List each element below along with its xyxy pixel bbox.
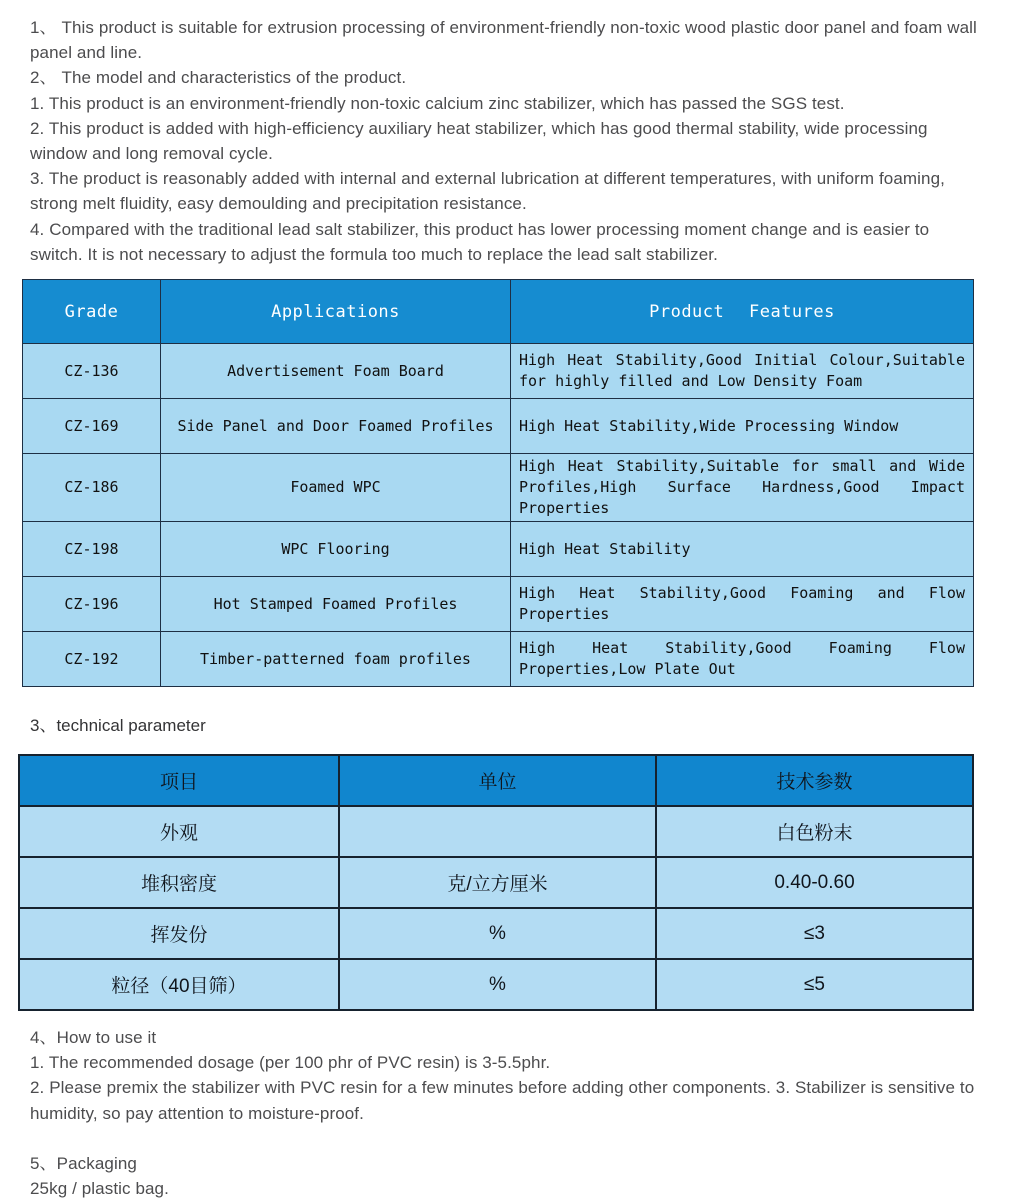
item-cell: 粒径（40目筛） bbox=[19, 959, 339, 1010]
intro-paragraph-1: 1、 This product is suitable for extrusion processing of environment-friendly non-toxic wood plastic door panel and foam wall panel and line. bbox=[30, 18, 977, 63]
technical-parameter-table bbox=[18, 754, 974, 1011]
packaging-line: 25kg / plastic bag. bbox=[30, 1179, 169, 1199]
table-row bbox=[19, 806, 973, 857]
how-to-use-line-1: 1. The recommended dosage (per 100 phr of PVC resin) is 3-5.5phr. bbox=[30, 1053, 551, 1073]
item-cell: 外观 bbox=[19, 806, 339, 857]
header-item: 项目 bbox=[19, 755, 339, 806]
how-to-use-heading: 4、How to use it bbox=[30, 1028, 157, 1048]
intro-section bbox=[30, 15, 983, 267]
header-product-features: Product Features bbox=[511, 280, 974, 344]
item-cell: 堆积密度 bbox=[19, 857, 339, 908]
document-page bbox=[0, 15, 1011, 1199]
features-cell: High Heat Stability,Suitable for small and Wide Profiles,High Surface Hardness,Good Impact Properties bbox=[511, 454, 974, 522]
intro-paragraph-6: 4. Compared with the traditional lead salt stabilizer, this product has lower processing moment change and is easier to switch. It is not necessary to adjust the formula too much to replace the lead salt stabilizer. bbox=[30, 219, 930, 264]
packaging-section bbox=[30, 1151, 983, 1201]
value-cell: ≤5 bbox=[656, 959, 973, 1010]
header-applications: Applications bbox=[161, 280, 511, 344]
table-row bbox=[23, 399, 974, 454]
application-cell: Side Panel and Door Foamed Profiles bbox=[161, 399, 511, 454]
grade-cell: CZ-192 bbox=[23, 632, 161, 687]
application-cell: Foamed WPC bbox=[161, 454, 511, 522]
table-header-row bbox=[23, 280, 974, 344]
application-cell: Advertisement Foam Board bbox=[161, 344, 511, 399]
value-cell: ≤3 bbox=[656, 908, 973, 959]
intro-paragraph-3: 1. This product is an environment-friendly non-toxic calcium zinc stabilizer, which has passed the SGS test. bbox=[30, 93, 845, 113]
application-cell: WPC Flooring bbox=[161, 522, 511, 577]
intro-paragraph-2: 2、 The model and characteristics of the product. bbox=[30, 68, 407, 88]
header-parameter: 技术参数 bbox=[656, 755, 973, 806]
table-row bbox=[23, 522, 974, 577]
how-to-use-line-2: 2. Please premix the stabilizer with PVC resin for a few minutes before adding other components. 3. Stabilizer is sensitive to humidity, so pay attention to moisture-proof. bbox=[30, 1078, 975, 1123]
unit-cell: 克/立方厘米 bbox=[339, 857, 656, 908]
header-grade: Grade bbox=[23, 280, 161, 344]
grade-cell: CZ-136 bbox=[23, 344, 161, 399]
table-row bbox=[19, 908, 973, 959]
table-row bbox=[23, 454, 974, 522]
header-unit: 单位 bbox=[339, 755, 656, 806]
features-cell: High Heat Stability,Good Initial Colour,Suitable for highly filled and Low Density Foam bbox=[511, 344, 974, 399]
table-row bbox=[23, 632, 974, 687]
packaging-heading: 5、Packaging bbox=[30, 1153, 137, 1173]
table-row bbox=[19, 857, 973, 908]
table-row bbox=[23, 577, 974, 632]
value-cell: 白色粉末 bbox=[656, 806, 973, 857]
technical-parameter-heading: 3、technical parameter bbox=[30, 716, 206, 736]
table-row bbox=[23, 344, 974, 399]
product-grades-table bbox=[22, 279, 974, 687]
intro-paragraph-5: 3. The product is reasonably added with internal and external lubrication at different temperatures, with uniform foaming, strong melt fluidity, easy demoulding and precipitation resistance. bbox=[30, 169, 945, 214]
grade-cell: CZ-169 bbox=[23, 399, 161, 454]
table-row bbox=[19, 959, 973, 1010]
table-header-row bbox=[19, 755, 973, 806]
item-cell: 挥发份 bbox=[19, 908, 339, 959]
intro-paragraph-4: 2. This product is added with high-efficiency auxiliary heat stabilizer, which has good thermal stability, wide processing window and long removal cycle. bbox=[30, 118, 928, 164]
unit-cell: % bbox=[339, 959, 656, 1010]
features-cell: High Heat Stability,Good Foaming Flow Properties,Low Plate Out bbox=[511, 632, 974, 687]
unit-cell: % bbox=[339, 908, 656, 959]
grade-cell: CZ-196 bbox=[23, 577, 161, 632]
features-cell: High Heat Stability,Good Foaming and Flow Properties bbox=[511, 577, 974, 632]
how-to-use-section bbox=[30, 1025, 983, 1126]
application-cell: Hot Stamped Foamed Profiles bbox=[161, 577, 511, 632]
features-cell: High Heat Stability,Wide Processing Window bbox=[511, 399, 974, 454]
application-cell: Timber-patterned foam profiles bbox=[161, 632, 511, 687]
value-cell: 0.40-0.60 bbox=[656, 857, 973, 908]
grade-cell: CZ-186 bbox=[23, 454, 161, 522]
section-spacer bbox=[0, 1126, 1011, 1151]
grade-cell: CZ-198 bbox=[23, 522, 161, 577]
features-cell: High Heat Stability bbox=[511, 522, 974, 577]
unit-cell bbox=[339, 806, 656, 857]
